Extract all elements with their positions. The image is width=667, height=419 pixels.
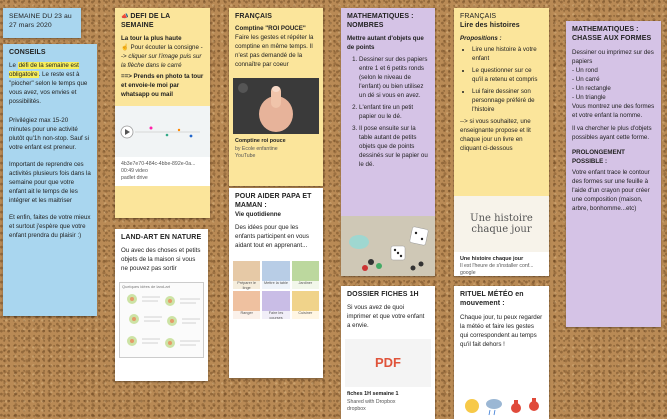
histoire-meta: Une histoire chaque jour Il est l'heure de s'installer conf... google [454, 252, 549, 276]
dossier-title: DOSSIER FICHES 1H [347, 291, 419, 298]
comptine-video[interactable] [233, 78, 319, 134]
meteo-text: Chaque jour, tu peux regarder la météo et faire les gestes qui correspondent au temps qu'il fait dehors ! [460, 313, 543, 348]
conseils-title: CONSEILS [9, 49, 46, 56]
weather-illustrations [460, 392, 543, 419]
dice-photo [341, 216, 435, 276]
comptine-subtitle: Comptine "ROI POUCE" [235, 25, 306, 33]
prolongement-text: Votre enfant trace le contour des formes sur une feuille à l'aide d'un crayon pour créer une composition (maison, arbre, bonhomme...etc) [572, 168, 650, 212]
landart-text: Ou avec des choses et petits objets de la maison si vous ne pouvez pas sortir [121, 247, 201, 273]
math1-subtitle: Mettre autant d'objets que de points [347, 34, 424, 51]
pdf-icon: PDF [375, 354, 401, 370]
math1-title: MATHEMATIQUES : NOMBRES [347, 13, 414, 30]
conseils-p4: Et enfin, faites de votre mieux et surtout j'espère que votre enfant prendra du plaisir :) [9, 214, 91, 240]
papa-image-grid[interactable]: Préparer le linge Mettre la table Jardiner Ranger Faire les courses Cuisiner [233, 261, 319, 319]
dossier-card[interactable] [341, 286, 435, 419]
math2-p2: Vous montrez une des formes et votre enfant la nomme. [572, 102, 655, 119]
defi-card[interactable] [115, 8, 210, 218]
defi-line3: ==> Prends en photo ta tour et envoie-le moi par whatsapp ou mail [121, 72, 204, 98]
point-icon: ☝ [121, 43, 131, 51]
histoire-image-text: Une histoire chaque jour [470, 213, 533, 235]
francais-comptine-card[interactable] [229, 8, 323, 186]
histoires-title: FRANÇAIS [460, 13, 497, 20]
defi-meta: 4b3e7e70-484c-4bbe-892e-0a... 00:49 video padlet drive [115, 157, 210, 186]
math2-title: MATHEMATIQUES : CHASSE AUX FORMES [572, 26, 652, 43]
conseils-p1: Le défi de la semaine est obligatoire. Le reste est à "piocher" selon le temps que vous avez, vos envies et possibilités. [9, 62, 88, 106]
math1-steps: 1. Dessiner sur des papiers entre 1 et 6 petits ronds (selon le niveau de l'enfant) ou bien utilisez un dé si vous en avez. 2. L'enfant tire un petit papier ou le dé. 3. Il pose ensuite sur la table autant de petits objets que de points dessinés sur le papier ou le dé. [347, 56, 429, 170]
histoire-link-preview[interactable] [454, 196, 549, 252]
meteo-card[interactable] [454, 286, 549, 419]
math2-shapes: - Un rond - Un carré - Un rectangle - Un triangle [572, 66, 611, 101]
papa-text: Des idées pour que les enfants participent en vous aidant tout en apprenant... [235, 223, 309, 249]
conseils-p3: Important de reprendre ces activités plusieurs fois dans la semaine pour que votre enfant ait le temps de les intégrer et les maitriser [9, 161, 91, 205]
week-card[interactable] [3, 8, 81, 38]
video-thumbnail [233, 78, 319, 134]
landart-title: LAND-ART EN NATURE [121, 234, 202, 241]
comptine-text: Faire les gestes et répéter la comptine en même temps. Il n'est pas demandé de la connaître par coeur [235, 34, 314, 69]
math1-photo[interactable] [341, 216, 435, 276]
megaphone-icon: 📣 [121, 14, 131, 20]
conseils-card[interactable] [3, 44, 97, 316]
papa-maman-card[interactable] [229, 188, 323, 378]
dossier-meta: fiches 1H semaine 1 Shared with Dropbox dropbox [347, 391, 399, 412]
defi-line2: ☝ Pour écouter la consigne --> cliquer sur l'image puis sur la flèche dans le carré [121, 43, 203, 69]
math2-p3: Il va chercher le plus d'objets possibles ayant cette forme. [572, 124, 652, 141]
conseils-p2: Privilégiez max 15-20 minutes pour une activité plutôt qu'1h non-stop. Sauf si votre enfant est preneur. [9, 117, 89, 152]
comptine-meta: Comptine roi pouce by Ecole enfantine YouTube [235, 138, 286, 159]
francais-title: FRANÇAIS [235, 13, 272, 20]
dossier-text: Si vous avez de quoi imprimer et que votre enfant a envie. [347, 304, 425, 330]
prolongement-title: PROLONGEMENT POSSIBLE : [572, 148, 625, 165]
week-title: SEMAINE DU 23 au 27 mars 2020 [9, 13, 72, 30]
pdf-preview[interactable] [345, 339, 431, 387]
landart-card[interactable] [115, 229, 208, 381]
francais-histoires-card[interactable] [454, 8, 549, 276]
landart-illustrations [120, 289, 204, 359]
defi-video[interactable] [115, 106, 210, 157]
meteo-title: RITUEL MÉTÉO en mouvement : [460, 291, 524, 308]
papa-title: POUR AIDER PAPA ET MAMAN : [235, 193, 312, 210]
defi-title: 📣 DEFI DE LA SEMAINE [121, 13, 170, 30]
math-nombres-card[interactable] [341, 8, 435, 276]
defi-line1: La tour la plus haute [121, 34, 182, 42]
video-thumbnail [115, 106, 210, 157]
papa-subtitle: Vie quotidienne [235, 210, 281, 218]
histoires-list: • Lire une histoire à votre enfant • Le questionner sur ce qu'il a retenu et compris • Lui faire dessiner son personnage préféré de l'histoire [460, 46, 543, 115]
histoires-extra: --> si vous souhaitez, une enseignante propose et lit chaque jour un livre en cliquant ci-dessous [460, 117, 531, 152]
math2-intro: Dessiner ou imprimez sur des papiers [572, 48, 654, 65]
meteo-image[interactable] [460, 392, 543, 419]
histoires-prop: Propositions : [460, 34, 502, 42]
landart-document[interactable]: Quelques idées de land-art [119, 282, 204, 358]
math-formes-card[interactable] [566, 21, 661, 327]
histoires-subtitle: Lire des histoires [460, 22, 520, 30]
